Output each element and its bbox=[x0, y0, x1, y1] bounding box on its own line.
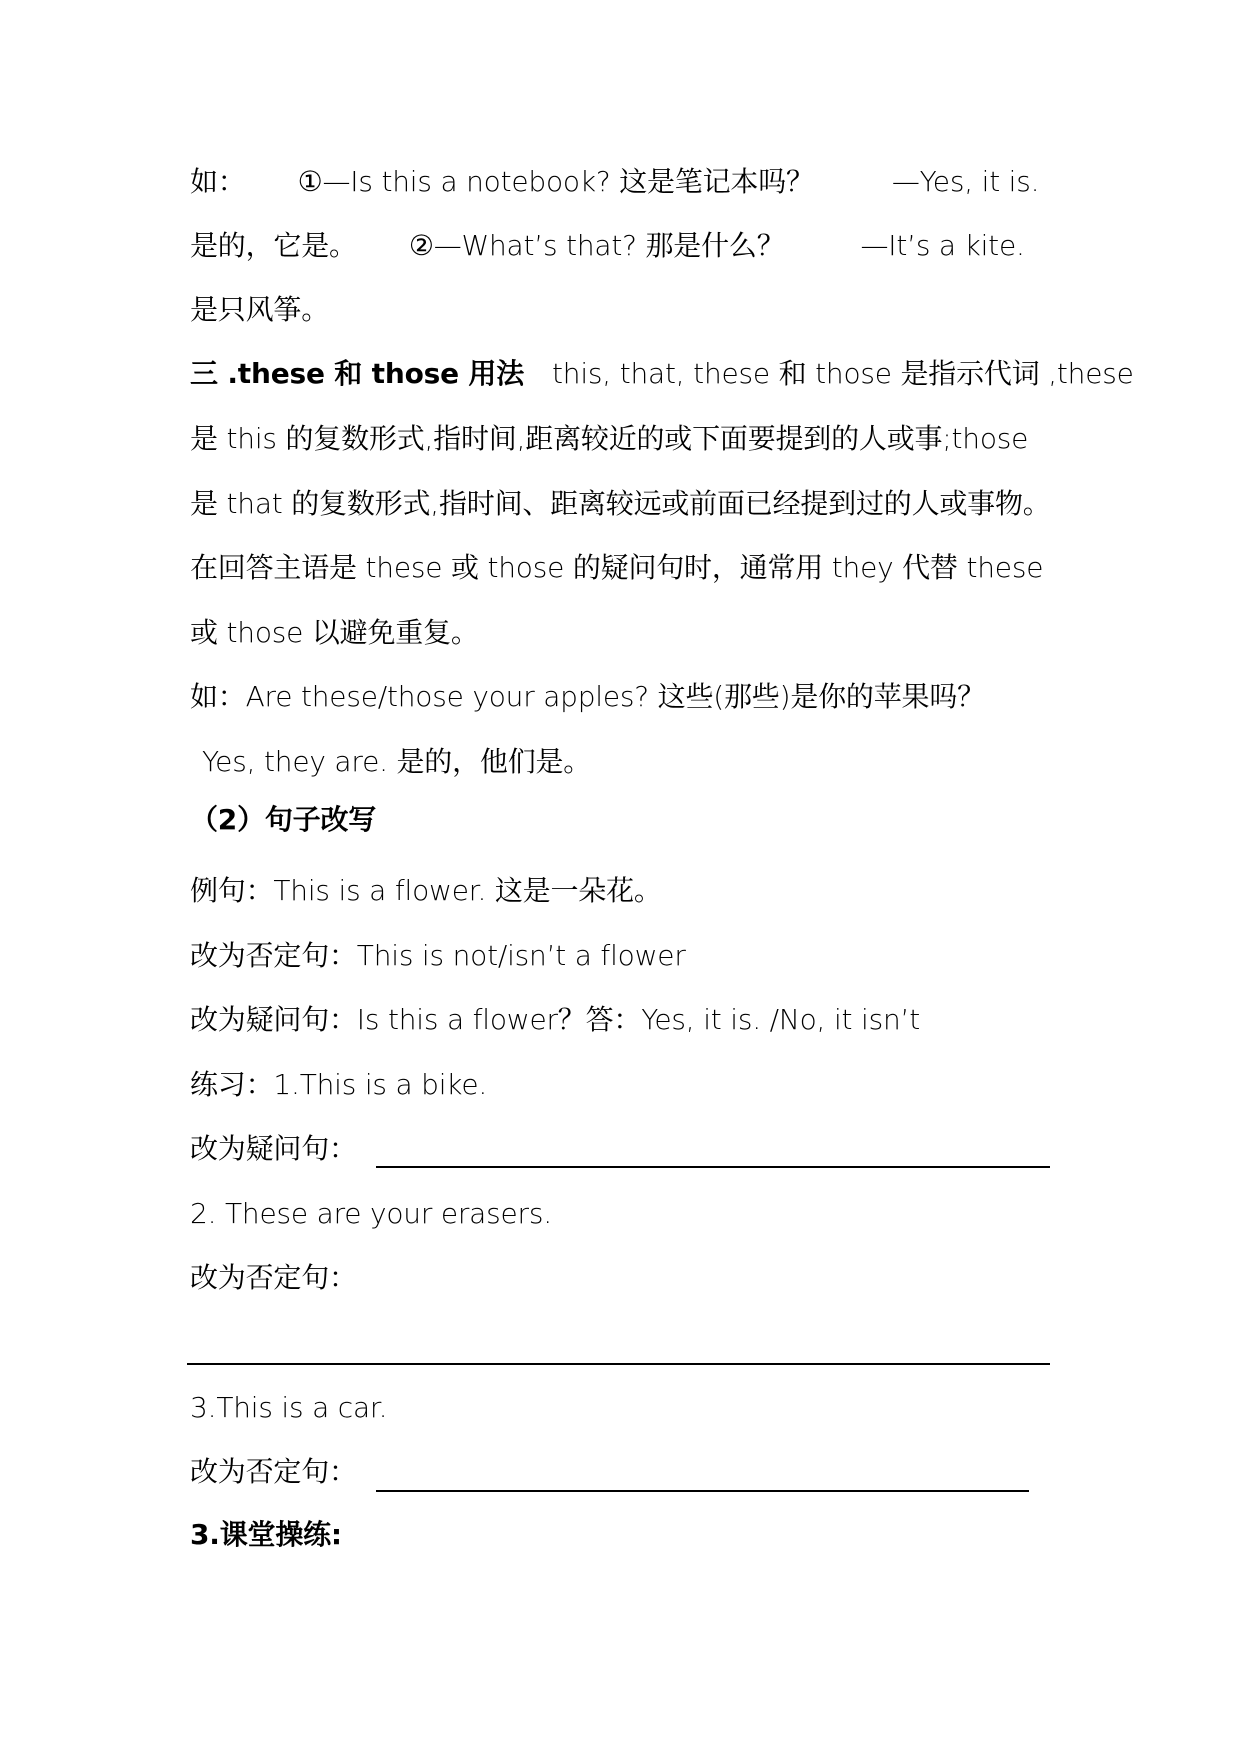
example-answer-1-cn: 是的，它是。 bbox=[190, 229, 357, 262]
practice-item-3-prompt: 改为否定句： bbox=[190, 1455, 357, 1488]
section-3-text-2: 是 this 的复数形式,指时间,距离较近的或下面要提到的人或事;those bbox=[190, 422, 1029, 455]
example-answer-1: —Yes, it is. bbox=[891, 165, 1040, 198]
section-3-heading: 三 .these 和 those 用法 bbox=[190, 357, 525, 390]
rewrite-heading: （2）句子改写 bbox=[190, 803, 377, 836]
rewrite-question: 改为疑问句：Is this a flower？答：Yes, it is. /No, it isn’t bbox=[190, 1003, 920, 1036]
example-answer-2: —It’s a kite. bbox=[860, 229, 1025, 262]
example-2-question: 如：Are these/those your apples? 这些(那些)是你的苹果吗？ bbox=[190, 680, 985, 713]
section-3-first-line bbox=[190, 356, 1134, 392]
practice-item-3: 3.This is a car. bbox=[190, 1391, 388, 1424]
rewrite-negative: 改为否定句：This is not/isn’t a flower bbox=[190, 939, 686, 972]
example-question-2: ②—What’s that? 那是什么？ bbox=[408, 229, 785, 262]
section-3-text-5: 或 those 以避免重复。 bbox=[190, 616, 479, 649]
rewrite-example: 例句：This is a flower. 这是一朵花。 bbox=[190, 874, 662, 907]
practice-item-1-prompt: 改为疑问句： bbox=[190, 1132, 357, 1165]
section-3-text-4: 在回答主语是 these 或 those 的疑问句时，通常用 they 代替 these bbox=[190, 551, 1044, 584]
practice-item-2: 2. These are your erasers. bbox=[190, 1197, 552, 1230]
example-question-1: ①—Is this a notebook? 这是笔记本吗？ bbox=[297, 165, 814, 198]
answer-line-3[interactable] bbox=[376, 1490, 1029, 1492]
classwork-heading: 3.课堂操练: bbox=[190, 1518, 342, 1551]
example-lead: 如： bbox=[190, 165, 246, 198]
example-answer-2-cn: 是只风筝。 bbox=[190, 293, 330, 326]
example-line-2 bbox=[190, 228, 1025, 264]
practice-item-1: 练习：1.This is a bike. bbox=[190, 1068, 488, 1101]
practice-item-2-prompt: 改为否定句： bbox=[190, 1261, 357, 1294]
answer-line-1[interactable] bbox=[376, 1166, 1050, 1168]
example-line-1 bbox=[190, 164, 1039, 200]
example-2-answer: Yes, they are. 是的，他们是。 bbox=[202, 745, 592, 778]
section-3-text-3: 是 that 的复数形式,指时间、距离较远或前面已经提到过的人或事物。 bbox=[190, 487, 1051, 520]
answer-line-2[interactable] bbox=[187, 1363, 1050, 1365]
section-3-text-1: this, that, these 和 those 是指示代词 ,these bbox=[552, 357, 1134, 390]
